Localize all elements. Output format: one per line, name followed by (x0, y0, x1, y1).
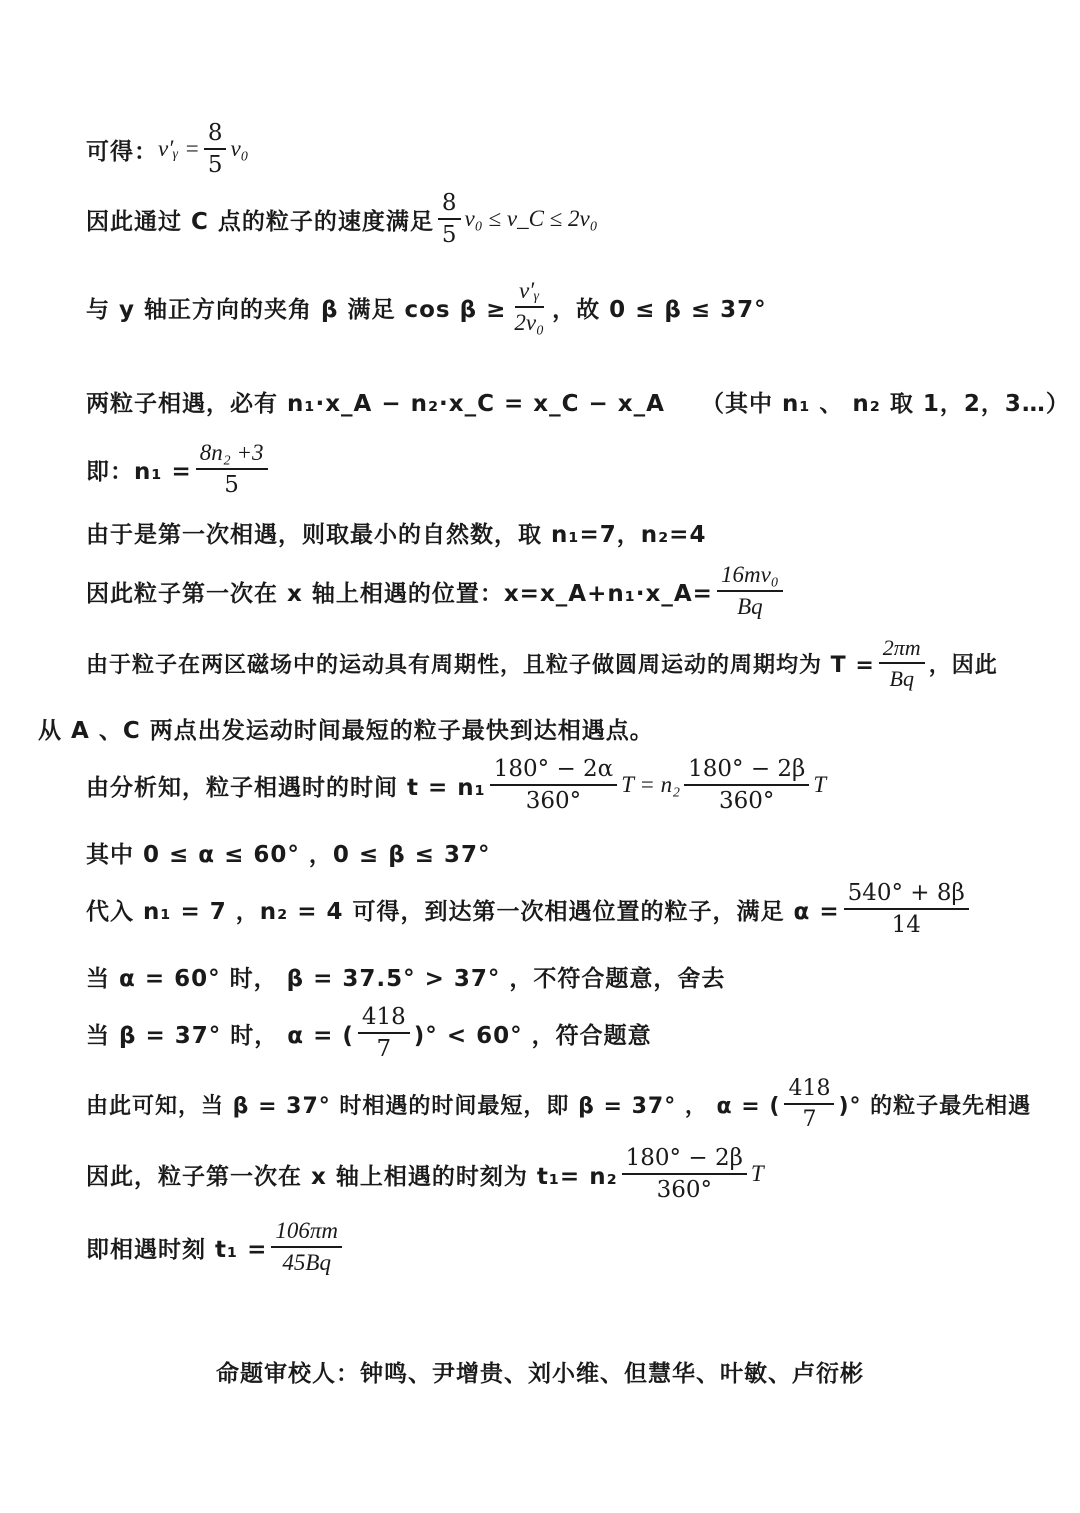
line-11: 其中 0 ≤ α ≤ 60° ，0 ≤ β ≤ 37° (86, 842, 491, 868)
line-12: 代入 n₁ = 7 ，n₂ = 4 可得，到达第一次相遇位置的粒子，满足 α = $\frac{540^\circ + 8\beta}{14}$ (86, 880, 973, 939)
line-1: 可得： v′ᵧ = $\frac{8}{5}$ v₀ (86, 120, 249, 179)
fraction: $\frac{540^\circ + 8\beta}{14}$ (844, 880, 969, 939)
fraction: $\frac{106\pi m}{45Bq}$ (271, 1218, 342, 1277)
line-4: 两粒子相遇，必有 n₁·x_A − n₂·x_C = x_C − x_A （其中 n₁ 、 n₂ 取 1，2，3…） (86, 391, 1070, 417)
fraction-beta: $\frac{180^\circ - 2\beta}{360^\circ}$ (684, 756, 809, 815)
line-5: 即：n₁ = $\frac{\text{8n₂ +3}}{5}$ (86, 440, 272, 499)
fraction: $\frac{2\pi m}{Bq}$ (879, 635, 925, 692)
line-14: 当 β = 37° 时， α = ( $\frac{418}{7}$ )° < 60° ，符合题意 (86, 1004, 652, 1063)
line-6: 由于是第一次相遇，则取最小的自然数，取 n₁=7，n₂=4 (86, 522, 707, 548)
fraction: $\frac{8}{5}$ (438, 190, 461, 249)
fraction: $\frac{418}{7}$ (358, 1004, 410, 1063)
line-15: 由此可知，当 β = 37° 时相遇的时间最短，即 β = 37° ， α = ( $\frac{418}{7}$ )° 的粒子最先相遇 (86, 1076, 1032, 1133)
line-2: 因此通过 C 点的粒子的速度满足 $\frac{8}{5}$ v₀ ≤ v_C ≤ 2v₀ (86, 190, 598, 249)
fraction: $\frac{418}{7}$ (784, 1076, 834, 1133)
line-17: 即相遇时刻 t₁ = $\frac{106\pi m}{45Bq}$ (86, 1218, 346, 1277)
fraction: $\frac{180^\circ - 2\beta}{360^\circ}$ (622, 1145, 747, 1204)
fraction: $\frac{\text{8n₂ +3}}{5}$ (196, 440, 268, 499)
line-3: 与 y 轴正方向的夹角 β 满足 cos β ≥ $\frac{\text{v′ᵧ}}{\text{2v₀}}$ ，故 0 ≤ β ≤ 37° (86, 278, 767, 336)
line-7: 因此粒子第一次在 x 轴上相遇的位置：x=x_A+n₁·x_A= $\frac{\text{16mv₀}}{Bq}$ (86, 562, 787, 621)
line-9: 从 A 、C 两点出发运动时间最短的粒子最快到达相遇点。 (38, 718, 654, 744)
line-16: 因此，粒子第一次在 x 轴上相遇的时刻为 t₁= n₂ $\frac{180^\circ - 2\beta}{360^\circ}$ T (86, 1145, 764, 1204)
author-credits: 命题审校人：钟鸣、尹增贵、刘小维、但慧华、叶敏、卢衍彬 (216, 1361, 864, 1387)
line-8: 由于粒子在两区磁场中的运动具有周期性，且粒子做圆周运动的周期均为 T = $\frac{2\pi m}{Bq}$ ，因此 (86, 635, 998, 692)
line-10: 由分析知，粒子相遇时的时间 t = n₁ $\frac{180^\circ - 2\alpha}{360^\circ}$ T = n₂ $\frac{180^\circ - 2\beta}{360^\circ}$ T (86, 756, 827, 815)
fraction: $\frac{\text{16mv₀}}{Bq}$ (717, 562, 783, 621)
fraction-alpha: $\frac{180^\circ - 2\alpha}{360^\circ}$ (490, 756, 617, 815)
fraction: $\frac{8}{5}$ (204, 120, 227, 179)
line-13: 当 α = 60° 时， β = 37.5° > 37° ，不符合题意，舍去 (86, 966, 726, 992)
fraction: $\frac{\text{v′ᵧ}}{\text{2v₀}}$ (514, 278, 545, 336)
